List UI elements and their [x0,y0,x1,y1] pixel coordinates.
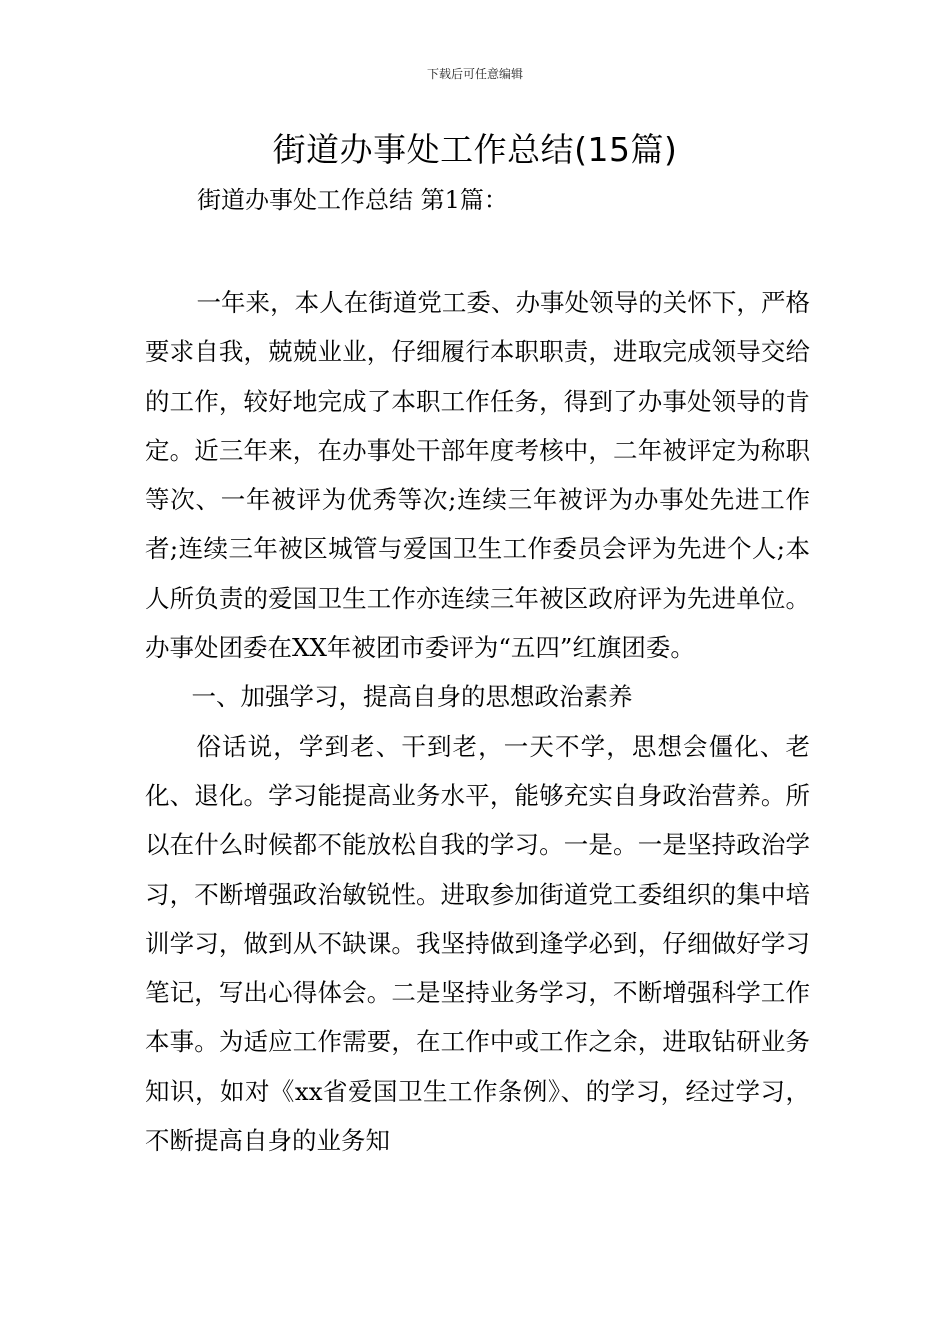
header-note: 下载后可任意编辑 [426,67,523,81]
document-title: 街道办事处工作总结(15篇) [272,130,678,169]
body-text [145,278,810,1165]
intro-paragraph: 一年来，本人在街道党工委、办事处领导的关怀下，严格要求自我，兢兢业业，仔细履行本职职责，进取完成领导交给的工作，较好地完成了本职工作任务，得到了办事处领导的肯定。近三年来，在办事处干部年度考核中，二年被评定为称职等次、一年被评为优秀等次;连续三年被评为办事处先进工作者;连续三年被区城管与爱国卫生工作委员会评为先进个人;本人所负责的爱国卫生工作亦连续三年被区政府评为先进单位。办事处团委在XX年被团市委评为“五四”红旗团委。 [145,288,810,663]
section-subtitle: 街道办事处工作总结 第1篇： [197,186,508,214]
section1-heading: 一、加强学习，提高自身的思想政治素养 [191,682,633,712]
section1-paragraph: 俗话说，学到老、干到老，一天不学，思想会僵化、老化、退化。学习能提高业务水平，能够充实自身政治营养。所以在什么时候都不能放松自我的学习。一是。一是坚持政治学习，不断增强政治敏锐性。进取参加街道党工委组织的集中培训学习，做到从不缺课。我坚持做到逢学必到，仔细做好学习笔记，写出心得体会。二是坚持业务学习，不断增强科学工作本事。为适应工作需要，在工作中或工作之余，进取钻研业务知识，如对《xx省爱国卫生工作条例》、的学习，经过学习，不断提高自身的业务知 [145,731,810,1156]
